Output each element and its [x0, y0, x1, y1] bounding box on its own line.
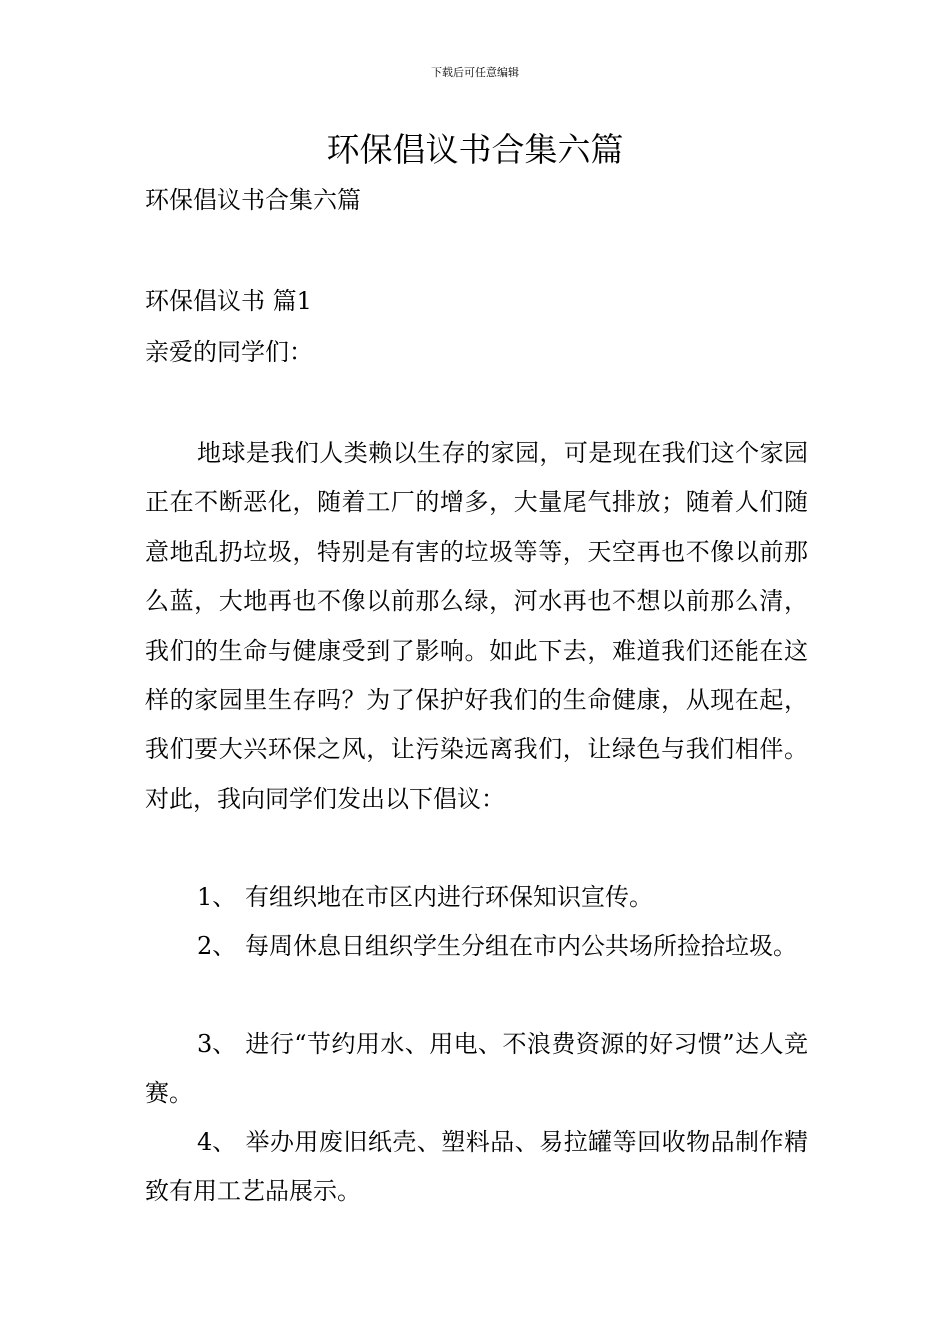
section-heading: 环保倡议书 篇1 [145, 287, 312, 315]
list-item [145, 873, 808, 922]
intro-paragraph: 地球是我们人类赖以生存的家园，可是现在我们这个家园正在不断恶化，随着工厂的增多，大量尾气排放；随着人们随意地乱扔垃圾，特别是有害的垃圾等等，天空再也不像以前那么蓝，大地再也不像以前那么绿，河水再也不想以前那么清，我们的生命与健康受到了影响。如此下去，难道我们还能在这样的家园里生存吗？为了保护好我们的生命健康，从现在起，我们要大兴环保之风，让污染远离我们，让绿色与我们相伴。对此，我向同学们发出以下倡议： [145, 439, 808, 813]
list-item [145, 922, 808, 971]
document-subtitle: 环保倡议书合集六篇 [145, 186, 361, 214]
list-item-number: 4、 [197, 1128, 237, 1156]
list-item [145, 1020, 808, 1117]
header-note: 下载后可任意编辑 [431, 66, 519, 79]
list-item-number: 1、 [197, 883, 237, 911]
list-item-number: 2、 [197, 932, 237, 960]
document-title: 环保倡议书合集六篇 [326, 130, 624, 169]
list-item [145, 1118, 808, 1215]
list-item-text: 有组织地在市区内进行环保知识宣传。 [245, 883, 653, 911]
salutation: 亲爱的同学们： [145, 338, 313, 366]
list-item-text: 举办用废旧纸壳、塑料品、易拉罐等回收物品制作精致有用工艺品展示。 [145, 1128, 808, 1205]
list-item-number: 3、 [197, 1030, 237, 1058]
list-item-text: 进行“节约用水、用电、不浪费资源的好习惯”达人竞赛。 [145, 1030, 808, 1107]
list-item-text: 每周休息日组织学生分组在市内公共场所捡拾垃圾。 [245, 932, 797, 960]
